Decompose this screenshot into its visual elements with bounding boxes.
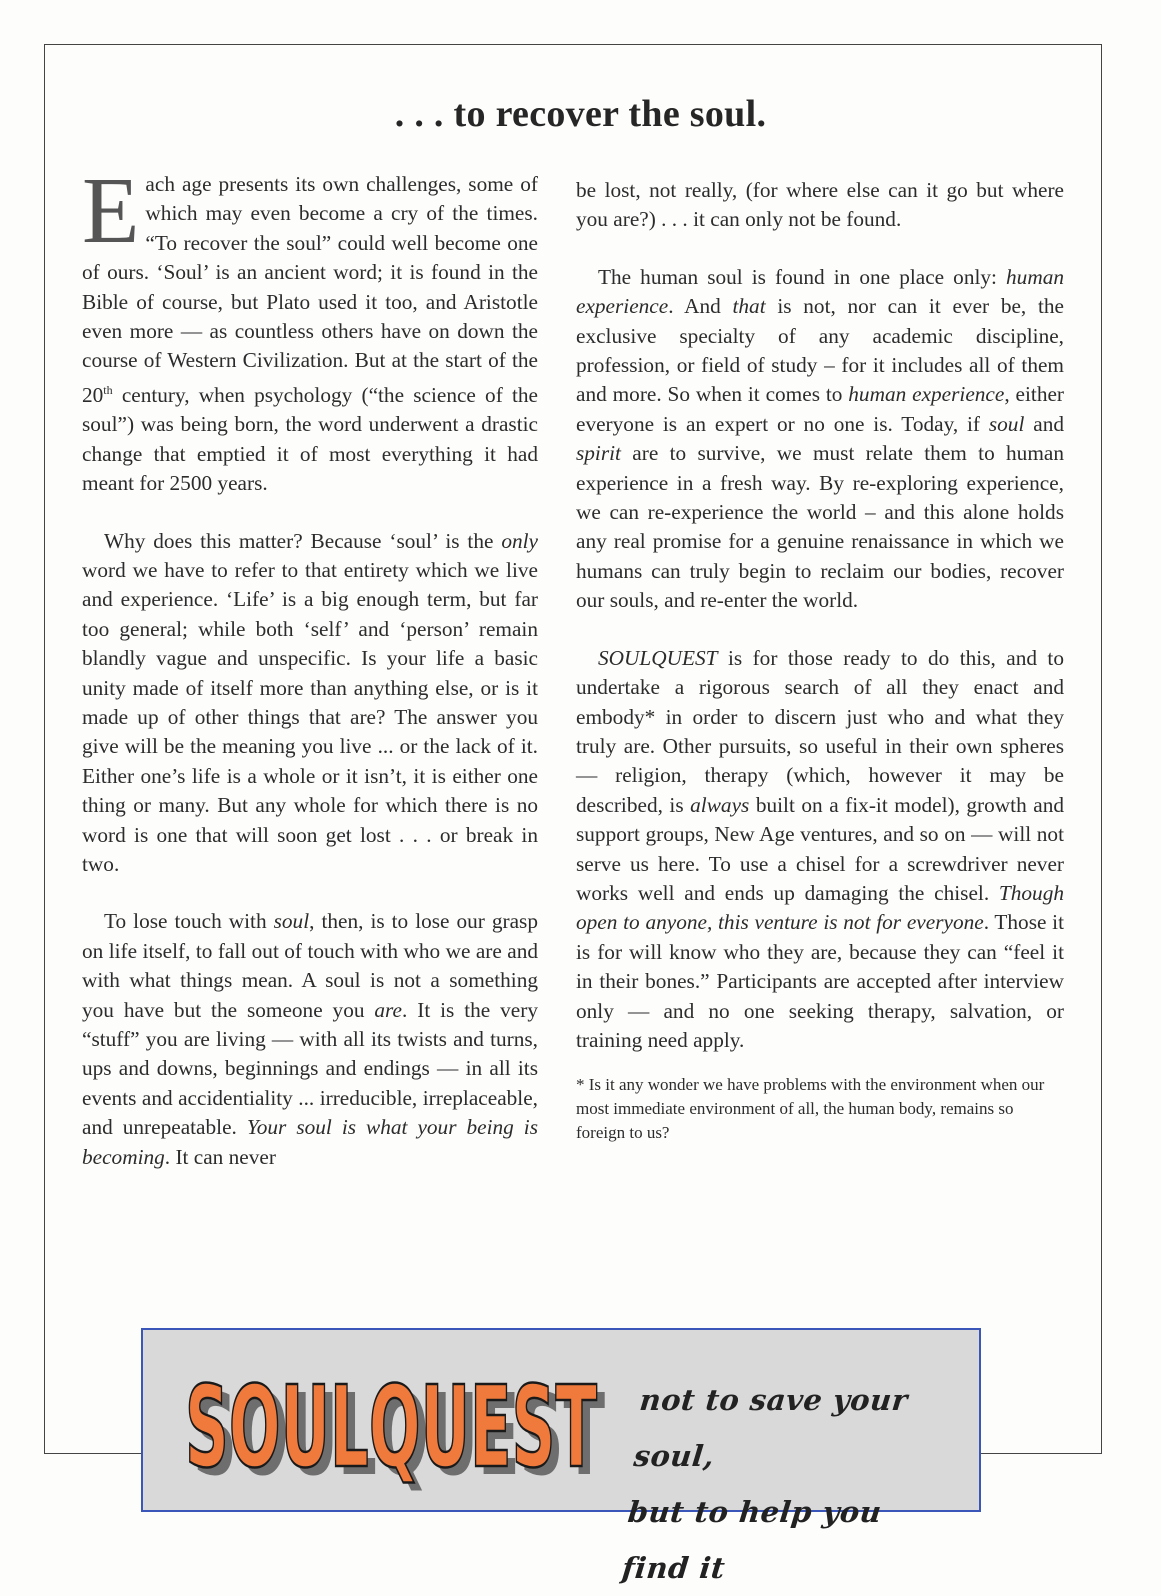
right-column [576, 176, 1064, 1173]
left-column [82, 159, 538, 1172]
tagline-line-1: not to save your soul, [632, 1383, 910, 1473]
paragraph-2: Why does this matter? Because ‘soul’ is the only word we have to refer to that entirety which we live and experience. ‘Life’ is a big enough term, but far too general; while both ‘self’ and ‘person’ remain blandly vague and unspecific. Is your life a basic unity made of itself more than anything else, or is it made up of other things that are? The answer you give will be the meaning you live ... or the lack of it. Either one’s life is a whole or it isn’t, it is either one thing or many. But any whole for which there is no word is one that will soon get lost . . . or break in two. [82, 528, 538, 877]
paragraph-6: SOULQUEST is for those ready to do this, and to undertake a rigorous search of all they enact and embody* in order to discern just who and what they truly are. Other pursuits, so useful in their own spheres — religion, therapy (which, however it may be described, is always built on a fix-it model), growth and support groups, New Age ventures, and so on — will not serve us here. To use a chisel for a screwdriver never works well and ends up damaging the chisel. Though open to anyone, this venture is not for everyone. Those it is for will know who they are, because they can “feel it in their bones.” Participants are accepted after interview only — and no one seeking therapy, salvation, or training need apply. [576, 645, 1065, 1052]
tagline [619, 1372, 973, 1596]
paragraph-3: To lose touch with soul, then, is to lose our grasp on life itself, to fall out of touch with who we are and with what things mean. A soul is not a something you have but the someone you are. It is the very “stuff” you are living — with all its twists and turns, ups and downs, beginnings and endings — in all its events and accidentiality ... irreducible, irreplaceable, and unrepeatable. Your soul is what your being is becoming. It can never [82, 909, 538, 1169]
paragraph-1: Each age presents its own challenges, some of which may even become a cry of the times. “To recover the soul” could well become one of ours. ‘Soul’ is an ancient word; it is found in the Bible of course, but Plato used it too, and Aristotle even more — as countless others have on down the course of Western Civilization. But at the start of the 20th century, when psychology (“the science of the soul”) was being born, the word underwent a drastic change that emptied it of most everything it had meant for 2500 years. [82, 159, 538, 496]
logo-shadow: SOULQUEST [193, 1371, 605, 1500]
paragraph-5: The human soul is found in one place only: human experience. And that is not, nor can it ever be, the exclusive specialty of any academic discipline, profession, or field of study – for it includes all of them and more. So when it comes to human experience, either everyone is an expert or no one is. Today, if soul and spirit are to survive, we must relate them to human experience in a fresh way. By re-exploring experience, we can re-experience the world – and this alone holds any real promise for a genuine renaissance in which we humans can truly begin to reclaim our bodies, recover our souls, and re-enter the world. [576, 264, 1065, 613]
soulquest-banner [141, 1328, 981, 1585]
footnote: * Is it any wonder we have problems with the environment when our most immediate environment of all, the human body, remains so foreign to us? [576, 1075, 1045, 1143]
soulquest-logo [179, 1340, 619, 1500]
logo-text: SOULQUEST [185, 1363, 597, 1493]
paragraph-4: be lost, not really, (for where else can it go but where you are?) . . . it can only not be found. [576, 178, 1064, 232]
tagline-line-2: but to help you find it [620, 1495, 884, 1585]
drop-cap: E [82, 159, 140, 263]
page-title: . . . to recover the soul. [394, 93, 767, 135]
